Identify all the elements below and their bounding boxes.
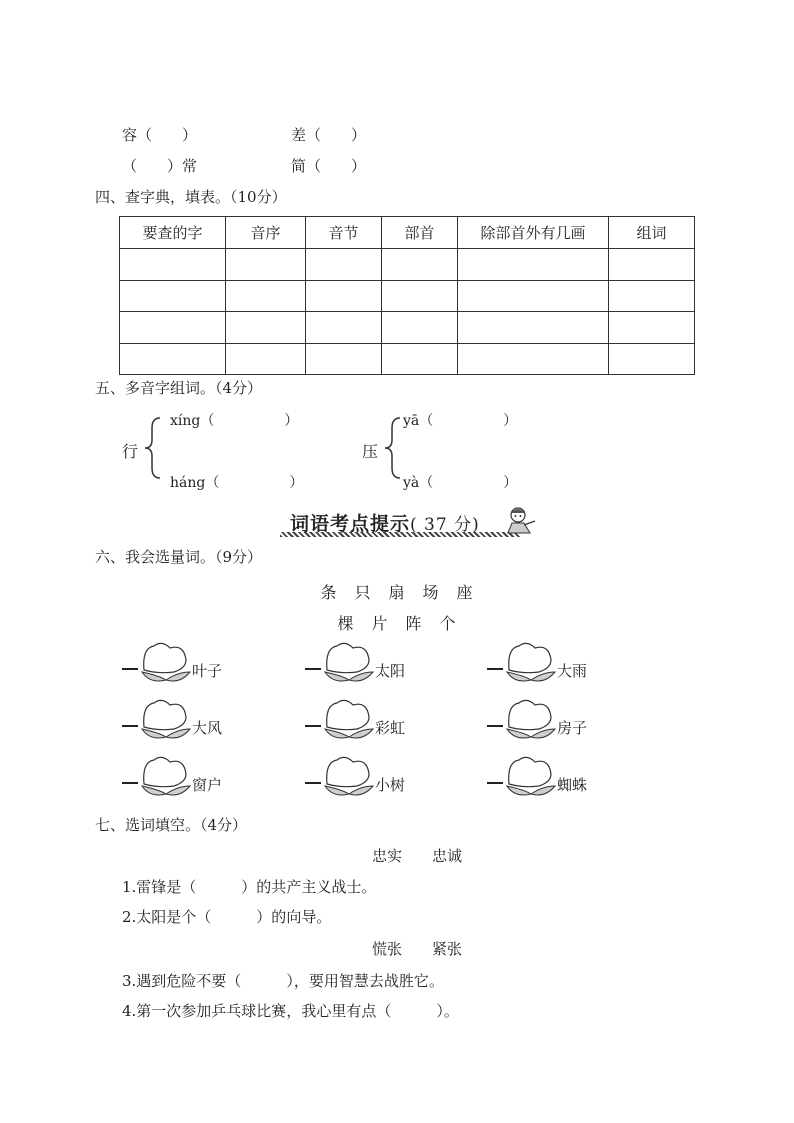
header-word: 组词 (609, 217, 695, 249)
table-cell[interactable] (458, 312, 609, 344)
word-bank-nervous: 慌张 紧张 (372, 940, 463, 958)
flower-petal-icon (505, 640, 557, 686)
left-brace-icon (140, 414, 164, 482)
table-cell[interactable] (609, 249, 695, 281)
table-cell[interactable] (120, 249, 226, 281)
section-6-title: 六、我会选量词。（9分） (95, 548, 263, 566)
cartoon-kid-icon (502, 505, 538, 537)
header-strokes: 除部首外有几画 (458, 217, 609, 249)
char-blank-jian: 简（ ） (291, 157, 367, 175)
pinyin-ya-fourth: yà（ ） (403, 475, 518, 491)
measure-blank-item[interactable] (487, 697, 607, 747)
table-cell[interactable] (458, 343, 609, 375)
polyphone-char-ya: 压 (362, 442, 379, 461)
polyphone-char-xing: 行 (122, 442, 139, 461)
table-cell[interactable] (382, 343, 458, 375)
table-cell[interactable] (306, 312, 382, 344)
table-cell[interactable] (382, 280, 458, 312)
header-radical: 部首 (382, 217, 458, 249)
measure-blank-item[interactable] (305, 697, 425, 747)
measure-blank-item[interactable] (305, 754, 425, 804)
question-1: 1.雷锋是（ ）的共产主义战士。 (122, 878, 377, 896)
measure-item-word: 窗户 (192, 776, 223, 794)
measure-blank-item[interactable] (305, 640, 425, 690)
table-cell[interactable] (120, 312, 226, 344)
measure-blank-item[interactable] (122, 754, 242, 804)
dictionary-table (119, 216, 695, 375)
vocabulary-banner (280, 505, 540, 539)
flower-petal-icon (140, 754, 192, 800)
left-brace-icon (380, 414, 404, 482)
table-cell[interactable] (458, 280, 609, 312)
table-cell[interactable] (120, 280, 226, 312)
char-blank-rong: 容（ ） (122, 126, 198, 144)
char-blank-chang: （ ）常 (122, 157, 198, 175)
blank-dash (122, 668, 138, 670)
flower-petal-icon (323, 754, 375, 800)
table-cell[interactable] (226, 280, 306, 312)
char-blank-cha: 差（ ） (291, 126, 367, 144)
table-cell[interactable] (609, 312, 695, 344)
blank-dash (122, 725, 138, 727)
measure-item-word: 彩虹 (375, 719, 406, 737)
question-2: 2.太阳是个（ ）的向导。 (122, 908, 332, 926)
table-cell[interactable] (382, 249, 458, 281)
blank-dash (305, 782, 321, 784)
section-5-title: 五、多音字组词。（4分） (95, 379, 263, 397)
flower-petal-icon (323, 640, 375, 686)
flower-petal-icon (505, 754, 557, 800)
table-cell[interactable] (306, 249, 382, 281)
header-initial: 音序 (226, 217, 306, 249)
measure-item-word: 叶子 (192, 662, 223, 680)
blank-dash (487, 782, 503, 784)
table-cell[interactable] (226, 249, 306, 281)
table-cell[interactable] (382, 312, 458, 344)
flower-petal-icon (140, 697, 192, 743)
table-row (120, 312, 695, 344)
header-char: 要查的字 (120, 217, 226, 249)
measure-item-word: 大风 (192, 719, 223, 737)
section-7-title: 七、选词填空。（4分） (95, 816, 248, 834)
flower-petal-icon (323, 697, 375, 743)
measure-word-bank-1: 条 只 扇 场 座 (320, 583, 474, 602)
word-bank-loyal: 忠实 忠诚 (372, 847, 463, 865)
table-cell[interactable] (306, 280, 382, 312)
table-cell[interactable] (609, 343, 695, 375)
measure-item-word: 房子 (557, 719, 588, 737)
table-cell[interactable] (458, 249, 609, 281)
question-3: 3.遇到危险不要（ ），要用智慧去战胜它。 (122, 972, 444, 990)
measure-word-bank-2: 棵 片 阵 个 (337, 614, 457, 633)
measure-blank-item[interactable] (122, 697, 242, 747)
blank-dash (305, 668, 321, 670)
measure-item-word: 小树 (375, 776, 406, 794)
measure-item-word: 大雨 (557, 662, 588, 680)
table-cell[interactable] (609, 280, 695, 312)
pinyin-hang: háng（ ） (170, 475, 304, 491)
measure-item-word: 太阳 (375, 662, 406, 680)
banner-title: 词语考点提示 (290, 513, 411, 535)
table-row (120, 280, 695, 312)
table-row (120, 343, 695, 375)
blank-dash (487, 668, 503, 670)
pinyin-ya-first: yā（ ） (403, 413, 518, 429)
blank-dash (122, 782, 138, 784)
table-cell[interactable] (226, 343, 306, 375)
banner-score: ( 37 分) (410, 515, 480, 535)
measure-blank-item[interactable] (487, 640, 607, 690)
blank-dash (305, 725, 321, 727)
question-4: 4.第一次参加乒乓球比赛，我心里有点（ ）。 (122, 1002, 459, 1020)
header-syllable: 音节 (306, 217, 382, 249)
measure-blank-item[interactable] (487, 754, 607, 804)
table-row (120, 249, 695, 281)
table-header-row (120, 217, 695, 249)
measure-item-word: 蜘蛛 (557, 776, 588, 794)
blank-dash (487, 725, 503, 727)
pinyin-xing: xíng（ ） (170, 413, 299, 429)
flower-petal-icon (140, 640, 192, 686)
measure-blank-item[interactable] (122, 640, 242, 690)
table-cell[interactable] (226, 312, 306, 344)
section-4-title: 四、查字典，填表。（10分） (95, 188, 287, 206)
flower-petal-icon (505, 697, 557, 743)
table-cell[interactable] (120, 343, 226, 375)
table-cell[interactable] (306, 343, 382, 375)
